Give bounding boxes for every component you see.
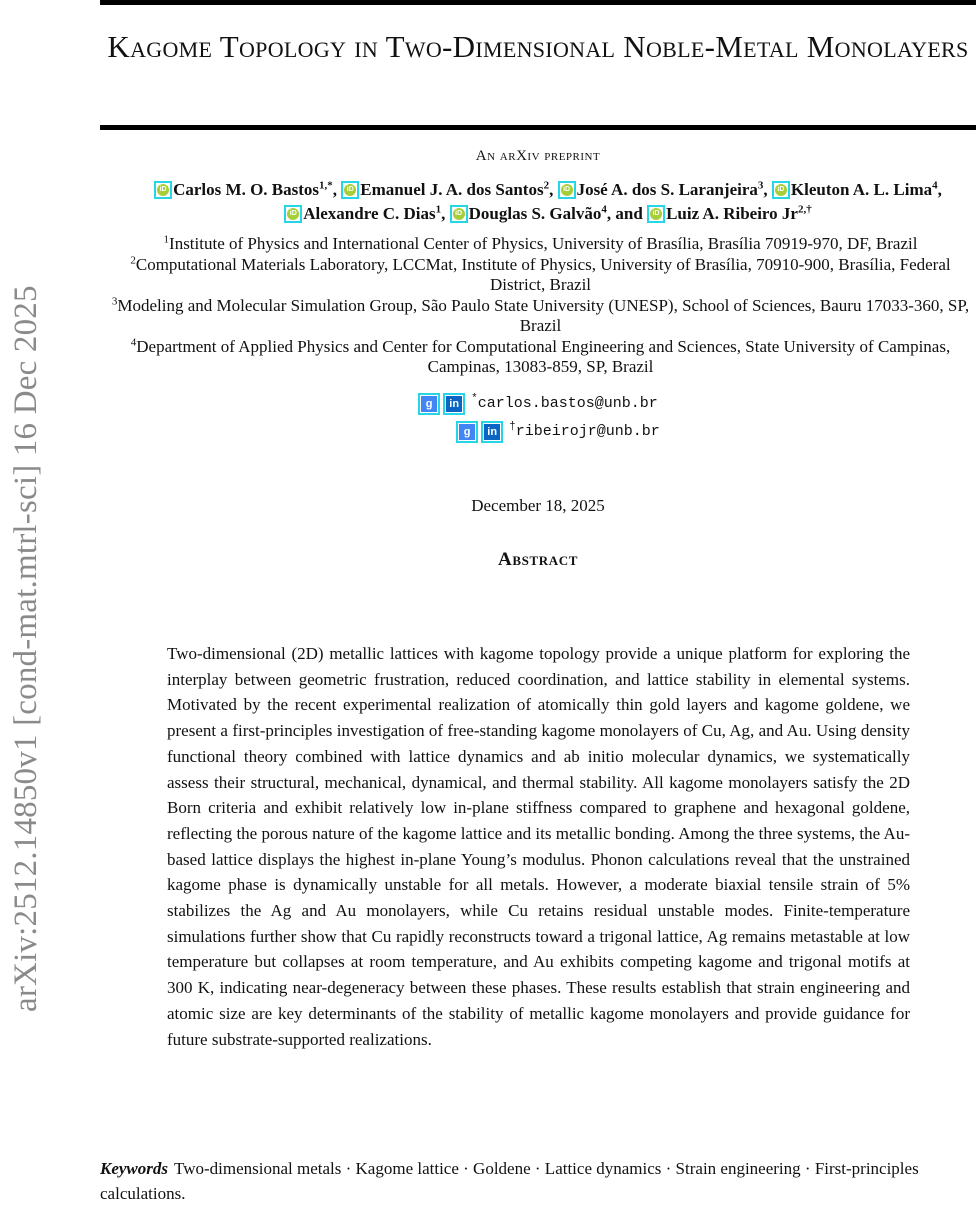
affiliation-number: 2	[130, 253, 136, 266]
author-name: Carlos M. O. Bastos	[173, 180, 320, 199]
arxiv-side-stamp	[2, 0, 42, 1020]
affiliation-text: Institute of Physics and International Center of Physics, University of Brasília, Brasília 70919-970, DF, Brazil	[169, 234, 918, 253]
author	[154, 180, 333, 199]
orcid-icon: iD	[775, 184, 787, 196]
contact-list	[100, 390, 976, 446]
publication-date: December 18, 2025	[471, 496, 605, 515]
orcid-icon: iD	[650, 208, 662, 220]
google-scholar-link[interactable]	[456, 421, 478, 443]
affiliation	[105, 296, 976, 337]
author-affil-mark: 3	[757, 179, 764, 192]
author-name: Alexandre C. Dias	[303, 204, 436, 223]
author-separator: ,	[937, 180, 942, 199]
google-scholar-link[interactable]	[418, 393, 440, 415]
author-affil-mark: 4	[932, 179, 938, 192]
orcid-link[interactable]	[558, 181, 576, 199]
orcid-link[interactable]	[647, 205, 665, 223]
affiliation-text: Department of Applied Physics and Center for Computational Engineering and Sciences, State University of Campinas, Campinas, 13083-859, SP, Brazil	[136, 336, 951, 376]
title-rule-bottom	[100, 125, 976, 130]
author-affil-mark: 2	[543, 179, 550, 192]
author	[450, 204, 607, 223]
contact-line	[140, 418, 976, 446]
orcid-icon: iD	[287, 208, 299, 220]
author-affil-mark: 1,*	[319, 179, 333, 192]
linkedin-link[interactable]	[481, 421, 503, 443]
orcid-link[interactable]	[154, 181, 172, 199]
affiliation-list	[105, 234, 976, 378]
author-separator: ,	[332, 180, 342, 199]
author-affil-mark: 4	[601, 203, 607, 216]
author-name: José A. dos S. Laranjeira	[576, 180, 758, 199]
orcid-link[interactable]	[772, 181, 790, 199]
email-address: ribeirojr@unb.br	[515, 423, 660, 440]
orcid-link[interactable]	[450, 205, 468, 223]
orcid-icon: iD	[453, 208, 465, 220]
author-name: Douglas S. Galvão	[468, 204, 602, 223]
orcid-link[interactable]	[341, 181, 359, 199]
author-name: Luiz A. Ribeiro Jr	[666, 204, 798, 223]
keywords	[100, 1156, 976, 1206]
paper-title: Kagome Topology in Two-Dimensional Noble-Metal Monolayers	[107, 29, 969, 64]
author-separator: ,	[441, 204, 450, 223]
author-name: Kleuton A. L. Lima	[790, 180, 933, 199]
affiliation-text: Modeling and Molecular Simulation Group, São Paulo State University (UNESP), School of Sciences, Bauru 17033-360, SP, Brazil	[117, 295, 970, 335]
affiliation-number: 4	[130, 335, 137, 348]
author-name: Emanuel J. A. dos Santos	[360, 180, 544, 199]
author-separator: ,	[763, 180, 772, 199]
email[interactable]	[509, 418, 660, 446]
arxiv-identifier: arXiv:2512.14850v1 [cond-mat.mtrl-sci] 16 Dec 2025	[8, 285, 44, 1012]
author	[341, 180, 549, 199]
linkedin-link[interactable]	[443, 393, 465, 415]
author-separator: , and	[606, 204, 648, 223]
title-rule-top	[100, 0, 976, 5]
orcid-link[interactable]	[284, 205, 302, 223]
author-separator: ,	[549, 180, 558, 199]
author-list	[130, 178, 966, 226]
affiliation	[105, 337, 976, 378]
corresponding-mark: †	[509, 421, 516, 433]
affiliation	[105, 255, 976, 296]
author-affil-mark: 1	[435, 203, 442, 216]
author	[558, 180, 764, 199]
author	[284, 204, 441, 223]
orcid-icon: iD	[157, 184, 169, 196]
keywords-text: Two-dimensional metals · Kagome lattice · Goldene · Lattice dynamics · Strain engineering · First-principles calculations.	[100, 1159, 919, 1203]
author	[772, 180, 938, 199]
google-scholar-icon: g	[421, 396, 437, 412]
linkedin-icon: in	[446, 396, 462, 412]
contact-line	[100, 390, 976, 418]
affiliation-number: 3	[111, 294, 118, 307]
preprint-label: An arXiv preprint	[475, 148, 601, 164]
abstract-body: Two-dimensional (2D) metallic lattices with kagome topology provide a unique platform for exploring the interplay between geometric frustration, reduced coordination, and lattice stability in elemental systems. Motivated by the recent experimental realization of atomically thin gold layers and kagome goldene, we present a first-principles investigation of free-standing kagome monolayers of Cu, Ag, and Au. Using density functional theory combined with lattice dynamics and ab initio molecular dynamics, we systematically assess their structural, mechanical, dynamical, and thermal stability. All kagome monolayers satisfy the 2D Born criteria and exhibit relatively low in-plane stiffness compared to graphene and hexagonal goldene, reflecting the porous nature of the kagome lattice and its metallic bonding. Among the three systems, the Au-based lattice displays the highest in-plane Young’s modulus. Phonon calculations reveal that the unstrained kagome phase is dynamically unstable for all metals. However, a moderate biaxial tensile strain of 5% stabilizes the Ag and Au monolayers, while Cu retains residual unstable modes. Finite-temperature simulations further show that Cu rapidly reconstructs toward a trigonal lattice, Ag remains metastable at low temperature but collapses at room temperature, and Au exhibits competing kagome and trigonal motifs at 300 K, indicating near-degeneracy between these phases. These results establish that strain engineering and atomic size are key determinants of the stability of metallic kagome monolayers and provide guidance for future substrate-supported realizations.	[167, 644, 910, 1049]
keywords-label: Keywords	[100, 1159, 168, 1178]
affiliation-number: 1	[163, 233, 170, 246]
email-address: carlos.bastos@unb.br	[477, 395, 658, 412]
orcid-icon: iD	[344, 184, 356, 196]
abstract-heading: Abstract	[498, 549, 578, 570]
orcid-icon: iD	[561, 184, 573, 196]
affiliation	[105, 234, 976, 255]
google-scholar-icon: g	[459, 424, 475, 440]
linkedin-icon: in	[484, 424, 500, 440]
author-affil-mark: 2,†	[797, 203, 812, 216]
author	[647, 204, 812, 223]
email[interactable]	[471, 390, 658, 418]
corresponding-mark: *	[471, 393, 478, 405]
affiliation-text: Computational Materials Laboratory, LCCMat, Institute of Physics, University of Brasília, 70910-900, Brasília, Federal District, Brazil	[135, 254, 951, 294]
